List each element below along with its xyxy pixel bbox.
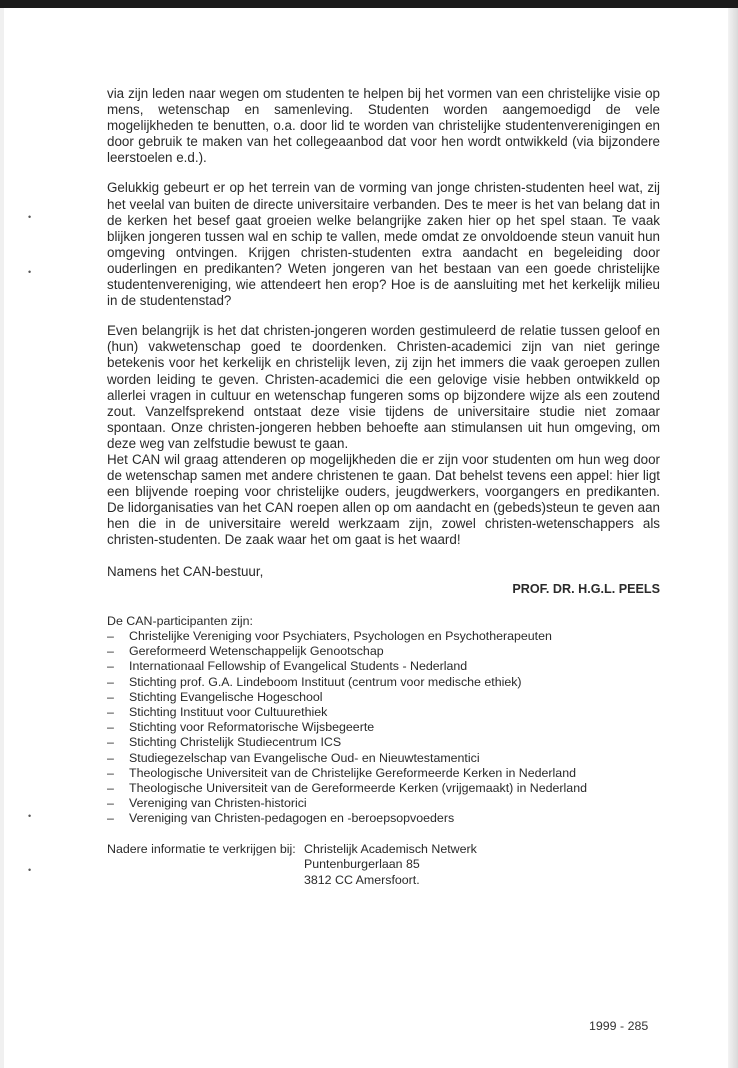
list-item: – Christelijke Vereniging voor Psychiaters, Psychologen en Psychotherapeuten (107, 628, 552, 643)
contact-line-street: Puntenburgerlaan 85 (304, 857, 420, 872)
scan-right-edge-shadow (728, 8, 738, 1068)
contact-block (107, 842, 660, 889)
participants-intro: De CAN-participanten zijn: (107, 613, 253, 628)
list-item: – Stichting prof. G.A. Lindeboom Instituut (centrum voor medische ethiek) (107, 674, 522, 689)
margin-mark: • (28, 212, 32, 222)
contact-label: Nadere informatie te verkrijgen bij: (107, 841, 296, 856)
list-item: – Stichting voor Reformatorische Wijsbegeerte (107, 720, 375, 735)
margin-mark: • (28, 811, 32, 821)
signature-on-behalf: Namens het CAN-bestuur, (107, 563, 264, 579)
participants-list (107, 629, 660, 827)
list-item: – Studiegezelschap van Evangelische Oud- en Nieuwtestamentici (107, 750, 480, 765)
scan-left-edge (0, 8, 4, 1068)
list-item: – Internationaal Fellowship of Evangelical Students - Nederland (107, 659, 468, 674)
paragraph-2: Gelukkig gebeurt er op het terrein van de vorming van jonge christen-studenten heel wat, zij het veelal van buiten de directe universitaire verbanden. Des te meer is het van belang dat in de kerken het besef gaat groeien welke belangrijke zaken hier op het spel staan. Te vaak blijken jongeren tussen wal en schip te vallen, mede omdat ze onvoldoende steun vanuit hun omgeving ontvingen. Krijgen christen-studenten extra aandacht en begeleiding door ouderlingen en predikanten? Weten jongeren van het bestaan van een goede christelijke studentenvereniging, wie attendeert hen erop? Hoe is de aansluiting met het kerkelijk milieu in de studentenstad? (107, 180, 660, 309)
list-item: – Stichting Christelijk Studiecentrum ICS (107, 735, 342, 750)
paragraph-4: Het CAN wil graag attenderen op mogelijkheden die er zijn voor studenten om hun weg door de wetenschap samen met andere christenen te gaan. Dat behelst tevens een appel: hier ligt een blijvende roeping voor christelijke ouders, jeugdwerkers, voorgangers en predikanten. De lidorganisaties van het CAN roepen allen op om aandacht en (gebeds)steun te geven aan hen die in de universitaire wereld werkzaam zijn, zowel christen-wetenschappers als christen-studenten. De zaak waar het om gaat is het waard! (107, 451, 660, 548)
contact-address (304, 842, 477, 889)
list-item: – Stichting Instituut voor Cultuurethiek (107, 704, 328, 719)
margin-mark: • (28, 267, 32, 277)
margin-mark: • (28, 865, 32, 875)
list-item: – Vereniging van Christen-pedagogen en -beroepsopvoeders (107, 811, 455, 826)
list-item: – Vereniging van Christen-historici (107, 796, 307, 811)
contact-line-organization: Christelijk Academisch Netwerk (304, 841, 477, 856)
signature-block (107, 564, 660, 597)
signature-name: PROF. DR. H.G.L. PEELS (512, 581, 660, 596)
list-item: – Stichting Evangelische Hogeschool (107, 689, 323, 704)
list-item: – Gereformeerd Wetenschappelijk Genootschap (107, 644, 384, 659)
paragraph-3: Even belangrijk is het dat christen-jongeren worden gestimuleerd de relatie tussen geloof en (hun) vakwetenschap goed te doordenken. Christen-academici zijn van niet geringe betekenis voor het kerkelijk en christelijk leven, zij zijn het immers die vaak geroepen zullen worden leiding te geven. Christen-academici die een gelovige visie hebben ontwikkeld op allerlei vragen in cultuur en wetenschap fungeren soms op bijzondere wijze als een zoutend zout. Vanzelfsprekend ontstaat deze visie tijdens de universitaire studie niet zomaar spontaan. Onze christen-jongeren hebben behoefte aan stimulansen uit hun omgeving, om deze weg van zelfstudie bewust te gaan. (107, 323, 660, 451)
paragraph-1: via zijn leden naar wegen om studenten te helpen bij het vormen van een christelijke visie op mens, wetenschap en samenleving. Studenten worden aangemoedigd de vele mogelijkheden te benutten, o.a. door lid te worden van christelijke studentenverenigingen en door gebruik te maken van het collegeaanbod dat voor hen wordt ontwikkeld (via bijzondere leerstoelen e.d.). (107, 86, 660, 166)
contact-line-city: 3812 CC Amersfoort. (304, 872, 420, 887)
document-page (107, 86, 660, 888)
list-item: – Theologische Universiteit van de Gereformeerde Kerken (vrijgemaakt) in Nederland (107, 780, 587, 795)
list-item: – Theologische Universiteit van de Christelijke Gereformeerde Kerken in Nederland (107, 765, 576, 780)
scan-top-border (0, 0, 738, 8)
page-number: 1999 - 285 (589, 1019, 649, 1033)
